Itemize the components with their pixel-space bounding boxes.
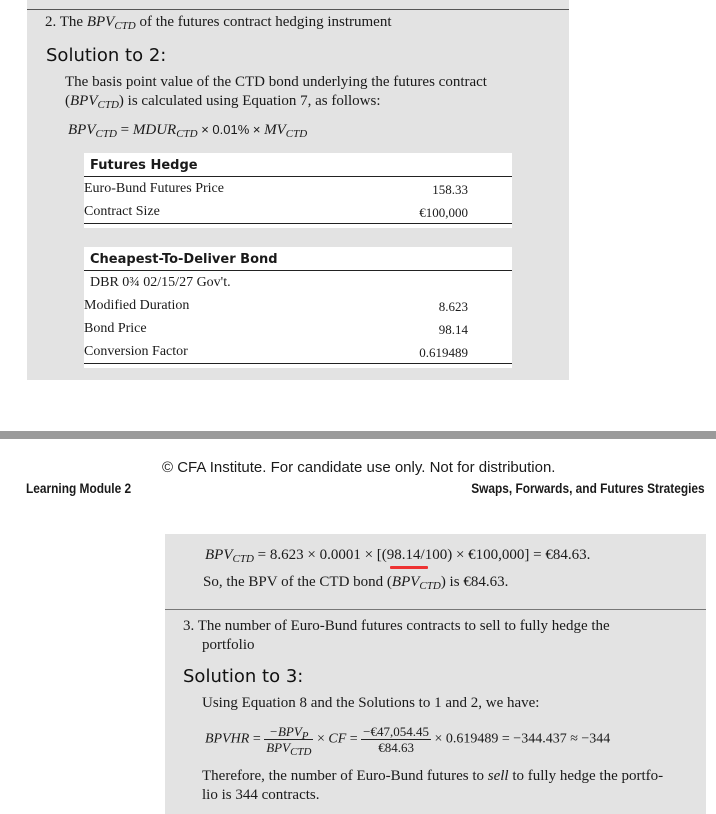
table-row: Bond Price 98.14 xyxy=(84,321,468,337)
solution-3-intro: Using Equation 8 and the Solutions to 1 and 2, we have: xyxy=(202,695,540,711)
section-title: Swaps, Forwards, and Futures Strategies xyxy=(471,480,705,496)
module-title: Learning Module 2 xyxy=(26,480,132,496)
fraction-values: $\frac{-€47,054.45}{€84.63}$ xyxy=(363,724,430,755)
bond-name-row: DBR 0¾ 02/15/27 Gov't. xyxy=(90,275,231,290)
bpv-calculation: $BPV_{CTD} = 8.623 \times 0.0001 \times [(98.14/100)$ × €100,000] = €84.63. xyxy=(205,547,591,565)
bpv-equation: $BPV_{CTD}$ = $MDUR_{CTD} \times 0.01\% \times MV_{CTD}$ xyxy=(68,122,308,140)
highlighted-term: (98.14/ xyxy=(381,547,425,563)
question-2: 2. The $BPV_{CTD}$ of the futures contract hedging instrument xyxy=(45,14,392,32)
copyright-notice: © CFA Institute. For candidate use only. Not for distribution. xyxy=(162,459,556,476)
page-break-band xyxy=(0,431,716,439)
ctd-bond-heading: Cheapest-To-Deliver Bond xyxy=(84,247,512,271)
bpv-conclusion: So, the BPV of the CTD bond $(BPV_{CTD})$ is €84.63. xyxy=(203,574,509,592)
table-row: Conversion Factor 0.619489 xyxy=(84,344,468,360)
table-row: Modified Duration 8.623 xyxy=(84,298,468,314)
solution-2-intro: The basis point value of the CTD bond underlying the futures contract $(BPV_{CTD})$ is calculated using Equation 7, as follows: xyxy=(65,74,487,111)
question-separator xyxy=(165,609,706,610)
futures-hedge-table xyxy=(84,153,512,228)
futures-hedge-heading: Futures Hedge xyxy=(84,153,512,177)
solution-2-heading: Solution to 2: xyxy=(46,45,167,66)
red-underline-mark xyxy=(390,566,428,569)
solution-3-heading: Solution to 3: xyxy=(183,666,304,687)
panel-top-rule xyxy=(27,9,569,10)
solution-3-conclusion: Therefore, the number of Euro-Bund futures to sell to fully hedge the portfo- lio is 344 contracts. xyxy=(202,768,664,803)
question-3: 3. The number of Euro-Bund futures contracts to sell to fully hedge the portfolio xyxy=(183,618,610,653)
table-row: Contract Size €100,000 xyxy=(84,204,468,220)
bpvhr-equation: BPVHR = $\frac{-BPV_P}{BPV_{CTD}}$ × CF = $\frac{-€47,054.45}{€84.63}$ × 0.619489 = −344.437 ≈ −344 xyxy=(205,724,611,758)
fraction-bpvp-over-bpvctd: $\frac{-BPV_P}{BPV_{CTD}}$ xyxy=(266,724,312,758)
ctd-bond-table xyxy=(84,247,512,368)
table-row: Euro-Bund Futures Price 158.33 xyxy=(84,181,468,197)
